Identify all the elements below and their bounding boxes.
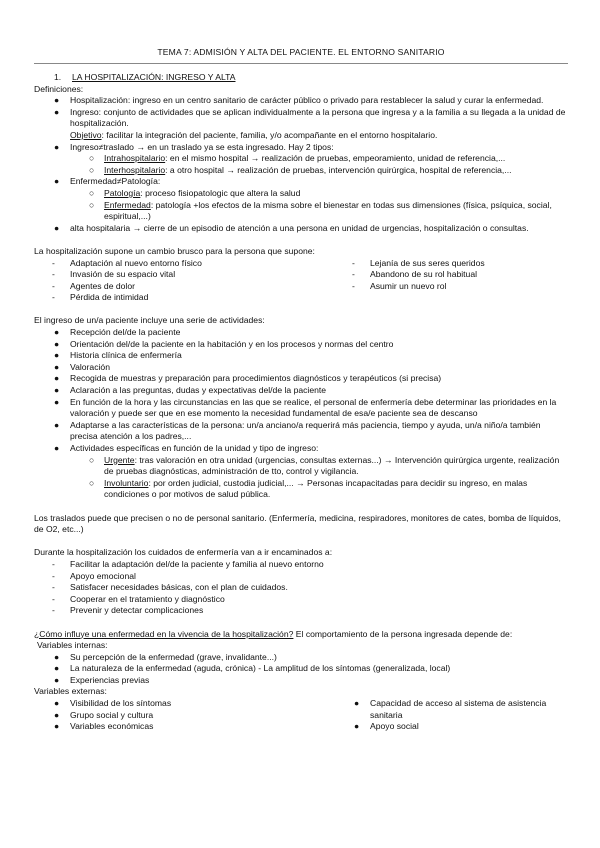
circle-bullet-icon: ○ xyxy=(89,199,95,210)
list-item xyxy=(34,605,568,617)
list-item xyxy=(34,373,568,385)
circle-bullet-icon: ○ xyxy=(89,477,95,488)
bullet-icon: ● xyxy=(54,419,60,430)
section-heading xyxy=(34,72,568,84)
care-list xyxy=(34,559,568,617)
item-text: Apoyo social xyxy=(370,721,419,732)
def-text: alta hospitalaria → cierre de un episodio de atención a una persona en unidad de urgencias, hospitalización o consultas. xyxy=(70,222,529,233)
list-item xyxy=(34,292,334,304)
dash-bullet-icon: - xyxy=(52,582,55,593)
item-text: Su percepción de la enfermedad (grave, invalidante...) xyxy=(70,651,277,662)
bullet-icon: ● xyxy=(54,396,60,407)
sub-list-item xyxy=(34,200,568,223)
sub-list-item xyxy=(34,188,568,200)
paragraph: Los traslados puede que precisen o no de personal sanitario. (Enfermería, medicina, respiradores, monitores de cates, bomba de líquidos, de O2, etc...) xyxy=(34,512,561,535)
item-text: Invasión de su espacio vital xyxy=(70,269,176,280)
def-term: Involuntario xyxy=(104,477,149,488)
dash-bullet-icon: - xyxy=(52,292,55,303)
dash-bullet-icon: - xyxy=(52,593,55,604)
dash-bullet-icon: - xyxy=(52,280,55,291)
def-term: Intrahospitalario xyxy=(104,153,166,164)
bullet-icon: ● xyxy=(54,709,60,720)
def-text: : facilitar la integración del paciente, familia, y/o acompañante en el entorno hospitalario. xyxy=(101,129,438,140)
def-text: Ingreso: conjunto de actividades que se aplican individualmente a la persona que ingresa y a la familia a su llegada a la unidad de hospitalización. xyxy=(70,106,566,129)
item-text: Actividades específicas en función de la unidad y tipo de ingreso: xyxy=(70,443,319,453)
internas-label: Variables internas: xyxy=(37,640,108,651)
def-text: : a otro hospital → realización de pruebas, intervención quirúrgica, hospital de referencia,... xyxy=(165,164,512,175)
definitions-list xyxy=(34,95,568,234)
bullet-icon: ● xyxy=(54,443,60,453)
bullet-icon: ● xyxy=(54,106,60,117)
list-item xyxy=(34,559,568,571)
externas-label: Variables externas: xyxy=(34,686,107,697)
item-text: Asumir un nuevo rol xyxy=(370,280,447,291)
item-text: Variables económicas xyxy=(70,721,154,732)
list-item xyxy=(34,142,568,154)
def-text: : tras valoración en otra unidad (urgencias, consultas externas...) → Intervención quirúrgica urgente, realización de pruebas diagnósticas, administración de tto, control y vigilancia. xyxy=(104,454,560,477)
bullet-icon: ● xyxy=(354,698,360,709)
list-item xyxy=(34,95,568,107)
def-term: Urgente xyxy=(104,454,135,465)
sub-list-item xyxy=(34,478,568,501)
item-text: Recepción del/de la paciente xyxy=(70,327,181,338)
sub-list-item xyxy=(34,165,568,177)
bullet-icon: ● xyxy=(54,373,60,384)
list-item xyxy=(334,281,568,293)
circle-bullet-icon: ○ xyxy=(89,454,95,465)
column-right xyxy=(334,258,568,304)
list-item xyxy=(34,385,568,397)
dash-bullet-icon: - xyxy=(52,605,55,616)
list-item xyxy=(34,571,568,583)
list-item xyxy=(34,397,568,420)
list-item xyxy=(34,663,568,675)
list-item xyxy=(34,281,334,293)
dash-bullet-icon: - xyxy=(52,570,55,581)
list-item xyxy=(34,675,568,687)
list-item xyxy=(34,130,568,142)
internas-list xyxy=(34,652,568,687)
list-item xyxy=(34,652,568,664)
def-text: Ingreso≠traslado → en un traslado ya se esta ingresado. Hay 2 tipos: xyxy=(70,141,334,152)
item-text: Grupo social y cultura xyxy=(70,709,154,720)
item-text: Aclaración a las preguntas, dudas y expectativas del/de la paciente xyxy=(70,385,327,396)
paragraph-text: El comportamiento de la persona ingresada depende de: xyxy=(295,628,513,639)
bullet-icon: ● xyxy=(54,338,60,349)
bullet-icon: ● xyxy=(54,176,60,187)
bullet-icon: ● xyxy=(54,674,60,685)
item-text: Lejanía de sus seres queridos xyxy=(370,257,485,268)
definitions-label: Definiciones: xyxy=(34,83,84,94)
item-text: Recogida de muestras y preparación para procedimientos diagnósticos y terapéuticos (si precisa) xyxy=(70,373,442,384)
dash-bullet-icon: - xyxy=(52,269,55,280)
circle-bullet-icon: ○ xyxy=(89,164,95,175)
list-item xyxy=(334,258,568,270)
list-item xyxy=(34,721,334,733)
circle-bullet-icon: ○ xyxy=(89,153,95,164)
list-item xyxy=(34,327,568,339)
item-text: Capacidad de acceso al sistema de asistencia sanitaria xyxy=(370,698,547,720)
list-item xyxy=(34,443,568,455)
sub-list-item xyxy=(34,153,568,165)
list-item xyxy=(34,350,568,362)
dash-bullet-icon: - xyxy=(52,257,55,268)
list-item xyxy=(34,223,568,235)
def-text: : proceso fisiopatologic que altera la salud xyxy=(140,187,301,198)
item-text: Agentes de dolor xyxy=(70,280,135,291)
list-item xyxy=(34,582,568,594)
list-item xyxy=(334,698,568,721)
item-text: Facilitar la adaptación del/de la paciente y familia al nuevo entorno xyxy=(70,558,324,569)
list-item xyxy=(34,420,568,443)
list-item xyxy=(34,339,568,351)
header-rule xyxy=(34,63,568,64)
item-text: Cooperar en el tratamiento y diagnóstico xyxy=(70,593,225,604)
def-term: Patología xyxy=(104,187,141,198)
list-item xyxy=(34,176,568,188)
paragraph: Durante la hospitalización los cuidados de enfermería van a ir encaminados a: xyxy=(34,547,333,558)
list-item xyxy=(34,269,334,281)
item-text: Orientación del/de la paciente en la habitación y en los procesos y normas del centro xyxy=(70,338,394,349)
dash-bullet-icon: - xyxy=(352,280,355,291)
item-text: Historia clínica de enfermería xyxy=(70,350,182,361)
item-text: La naturaleza de la enfermedad (aguda, crónica) - La amplitud de los síntomas (generalizada, local) xyxy=(70,663,451,674)
list-item xyxy=(34,258,334,270)
item-text: Valoración xyxy=(70,361,110,372)
document-body xyxy=(34,72,568,733)
two-column-list xyxy=(34,698,568,733)
def-text: : por orden judicial, custodia judicial,... → Personas incapacitadas para decidir su ingreso, en malas condiciones o por motivos de salud pública. xyxy=(104,477,528,500)
paragraph: La hospitalización supone un cambio brusco para la persona que supone: xyxy=(34,245,315,256)
bullet-icon: ● xyxy=(54,651,60,662)
dash-bullet-icon: - xyxy=(352,257,355,268)
bullet-icon: ● xyxy=(54,698,60,709)
item-text: En función de la hora y las circunstancias en las que se realice, el personal de enfermería debe determinar las prioridades en la valoración y puede ser que en ese momento la necesidad fundamental de esa/e paciente sea de descanso xyxy=(70,396,557,419)
item-text: Abandono de su rol habitual xyxy=(370,269,478,280)
list-item xyxy=(334,269,568,281)
sub-list-item xyxy=(34,455,568,478)
def-text: : patología +los efectos de la misma sobre el bienestar en todas sus dimensiones (física, psíquica, social, espiritual,...) xyxy=(104,199,552,222)
def-text: : en el mismo hospital → realización de pruebas, empeoramiento, unidad de referencia,... xyxy=(165,153,506,164)
list-item xyxy=(34,107,568,130)
column-left xyxy=(34,258,334,304)
paragraph: El ingreso de un/a paciente incluye una serie de actividades: xyxy=(34,315,265,326)
def-term: Enfermedad xyxy=(104,199,151,210)
bullet-icon: ● xyxy=(354,721,360,732)
def-text: Enfermedad≠Patología: xyxy=(70,176,161,187)
item-text: Experiencias previas xyxy=(70,674,150,685)
bullet-icon: ● xyxy=(54,141,60,152)
item-text: Adaptación al nuevo entorno físico xyxy=(70,257,202,268)
dash-bullet-icon: - xyxy=(52,558,55,569)
item-text: Pérdida de intimidad xyxy=(70,292,149,303)
def-term: Hospitalización xyxy=(70,95,128,106)
dash-bullet-icon: - xyxy=(352,269,355,280)
list-item xyxy=(334,721,568,733)
section-number: 1. xyxy=(54,72,62,82)
circle-bullet-icon: ○ xyxy=(89,187,95,198)
item-text: Visibilidad de los síntomas xyxy=(70,698,172,709)
def-text: : ingreso en un centro sanitario de carácter público o privado para restablecer la salud y curar la enfermedad. xyxy=(127,95,544,106)
list-item xyxy=(34,362,568,374)
list-item xyxy=(34,594,568,606)
list-item xyxy=(34,698,334,710)
item-text: Prevenir y detectar complicaciones xyxy=(70,605,204,616)
item-text: Satisfacer necesidades básicas, con el plan de cuidados. xyxy=(70,582,288,593)
bullet-icon: ● xyxy=(54,385,60,396)
item-text: Apoyo emocional xyxy=(70,570,136,581)
list-item xyxy=(34,710,334,722)
bullet-icon: ● xyxy=(54,721,60,732)
bullet-icon: ● xyxy=(54,327,60,338)
activities-list xyxy=(34,327,568,501)
def-term: Objetivo xyxy=(70,129,102,140)
bullet-icon: ● xyxy=(54,95,60,106)
bullet-icon: ● xyxy=(54,222,60,233)
column-right xyxy=(334,698,568,733)
two-column-list xyxy=(34,258,568,304)
def-term: Interhospitalario xyxy=(104,164,166,175)
question-text: ¿Cómo influye una enfermedad en la vivencia de la hospitalización? xyxy=(34,628,294,639)
bullet-icon: ● xyxy=(54,663,60,674)
bullet-icon: ● xyxy=(54,361,60,372)
section-title: LA HOSPITALIZACIÓN: INGRESO Y ALTA xyxy=(72,72,236,82)
paragraph xyxy=(34,629,568,641)
bullet-icon: ● xyxy=(54,350,60,361)
column-left xyxy=(34,698,334,733)
page-header: TEMA 7: ADMISIÓN Y ALTA DEL PACIENTE. EL ENTORNO SANITARIO xyxy=(157,47,445,57)
item-text: Adaptarse a las características de la persona: un/a anciano/a requerirá más paciencia, tiempo y ayuda, un/a niño/a también precisa atención a los padres,... xyxy=(70,419,541,442)
